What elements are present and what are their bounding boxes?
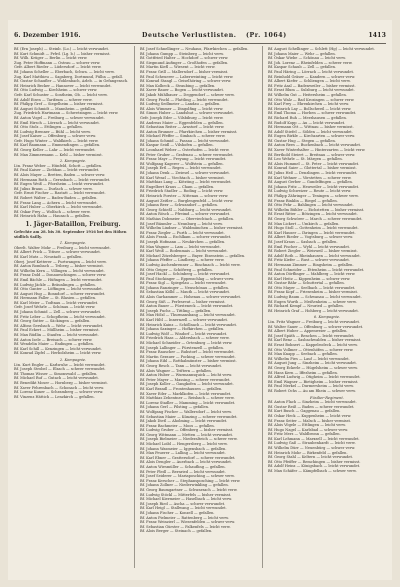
casualty-entry: Bf. Emil Thoma — Horben — schwer verwundet. [268, 111, 357, 116]
col1-subheading: 2. Kompagnie. [59, 159, 87, 164]
col1-list-c [14, 246, 132, 356]
casualty-entry: Bf. Franz Mayr — Freyung — leicht verwundet. [140, 157, 227, 162]
casualty-entry: Bf. Johann Gumpp — Steinberg — leicht verw. [140, 51, 224, 56]
casualty-entry: Bf. Michael Loibl — Hengersberg — leicht verw. [140, 442, 228, 447]
casualty-entry: Bf. Friedrich Stadler — Roding — leicht verw. [140, 189, 224, 194]
casualty-entry: Bf. Josef Hackl — Schönberg — leicht verwundet. [140, 272, 231, 277]
casualty-entry: Bf. Johann Schmid — Passau — leicht verwundet. [140, 138, 230, 143]
casualty-entry: Zug. Friedrich Hartmann — Schwetzingen — leicht verw. [14, 111, 119, 116]
casualty-entry: Bf. Paul Eckert — Müllheim — bisher vermisst. [14, 328, 100, 333]
casualty-entry: Bf. Martin Kiefl — Wiesent — leicht verw. [140, 65, 216, 70]
casualty-entry: Bf. Wilhelm Gut — Heitersheim — gefallen. [268, 92, 347, 97]
casualty-entry: Bf. Matthias Zehentner — Reisbach — schwer verw. [140, 396, 235, 401]
casualty-entry: Bf. Hermann Zimmer — Ringsheim — gefallen. [268, 262, 354, 267]
casualty-entry: Bf. Karl Hiltl — Innernzell — schwer verwundet. [140, 318, 229, 323]
casualty-entry: Bf. Karl Frey — Ehrenkirchen — leicht verw. [268, 102, 350, 107]
casualty-entry: Bf. Karl Huber — Oberkirch — leicht verwundet. [14, 205, 103, 210]
casualty-entry: Bf. Johann Beer — Schwandorf — gefallen. [140, 203, 218, 208]
casualty-entry: Bf. August Jung — Sinzheim — leicht verwundet. [268, 361, 357, 366]
casualty-entry: Bf. Max Lickert — Umkirch — gefallen. [268, 221, 340, 226]
casualty-entry: Bf. Richard Kempf — Neuried — gefallen. [268, 304, 344, 309]
casualty-entry: Bf. Fritz Kiefer — Rust — schwer verwundet. [268, 258, 350, 263]
casualty-entry: Bf. Friedrich Haas — Aldersbach — schwer verw. [140, 336, 230, 341]
casualty-entry: Bf. Alfons Gersbach — Wehr — leicht verwundet. [14, 323, 104, 328]
column-1 [14, 47, 132, 569]
casualty-entry: Bf. Josef Seiderer — Mariaposching — schwer verw. [140, 474, 235, 479]
casualty-entry: Bf. Wilhelm Fies — Lauf — leicht verwundet. [268, 356, 350, 361]
casualty-entry: Bf. Heinrich Lay — Bollschweil — leicht verw. [268, 106, 352, 111]
casualty-entry: Bf. Alois Berger — Steinach — gefallen. [140, 529, 213, 534]
casualty-entry: Bf. Kaspar Schaub — Zell — gefallen. [268, 65, 337, 70]
casualty-entry: Bf. Hermann Faller — St. Blasien — gefallen. [14, 296, 97, 301]
casualty-entry: Bf. Max Hölzl — Thurmansbang — leicht verwundet. [140, 313, 236, 318]
casualty-entry: Gefr. Ernst Fischer — Rastatt — leicht verwundet. [14, 191, 106, 196]
casualty-entry: Bf. Josef Kraus — Sasbach — gefallen. [268, 239, 338, 244]
casualty-entry: Bf. Karl Brandl — Frontenhausen — gefallen. [140, 386, 223, 391]
casualty-entry: Bf. Franz Rinklin — Riegel — gefallen. [268, 198, 338, 203]
col1-subheading-2: 1. Kompagnie. [59, 241, 87, 246]
casualty-entry: Bf. Martin Gerauer — Pocking — schwer verwundet. [140, 354, 236, 359]
casualty-entry: Bf. August Schellinger — Schlett (Hg) — leicht verwundet. [268, 47, 375, 51]
casualty-entry: Bf. Alois Dengler — Auerbach — leicht verwundet. [140, 460, 233, 465]
casualty-entry: Bf. Ludwig Sedlmeier — Landau — gefallen. [140, 102, 221, 107]
casualty-entry: Bf. Alois Wagner — Triftern — gefallen. [140, 368, 212, 373]
casualty-entry: Bf. Heinrich Hahn — Hausach — gefallen. [14, 214, 91, 219]
casualty-entry: Bf. Franz Bachmeier — Moos — gefallen. [140, 423, 215, 428]
casualty-entry: Bf. Wolfgang Fischer — Wallersdorf — leicht verw. [140, 409, 232, 414]
page-header [14, 30, 386, 42]
casualty-entry: Gefr. Albert Rieder — Lüdersdorf — leicht verw. [14, 65, 102, 70]
header-issue: (Pr. 1064) [246, 32, 287, 39]
casualty-entry: Bf. Hermann Ott — Wittnau — bisher vermisst. [268, 125, 354, 130]
casualty-entry: Bf. Mathias Dobmeier — Oberviechtach — gefallen. [140, 216, 235, 221]
col3-list [268, 47, 386, 313]
casualty-entry: Bf. Josef Bäumler — Neunburg — leicht verw. [140, 221, 223, 226]
casualty-entry: Bf. August Zeitler — Burglengenfeld — leicht verw. [140, 198, 234, 203]
col3-list-c [268, 400, 386, 474]
casualty-entry: Bf. Ludwig Baum — Schwanau — leicht verwundet. [268, 295, 362, 300]
casualty-entry: Bf. Otto Geiger — Schöfweg — gefallen. [140, 267, 213, 272]
casualty-entry: Bf. Joseph Lallinger — Fürstenzell — gefallen. [140, 345, 225, 350]
col1-list-b [14, 164, 132, 219]
casualty-entry: Bf. Gustav Schaufler — Wohlenbach, Arleb. — in Gefangensch. [14, 79, 129, 84]
casualty-entry: Bf. Eugen Birkle — Kirchzarten — schwer verw. [268, 134, 356, 139]
casualty-entry: Bf. Hugo Stoll — Gottenheim — leicht verwundet. [268, 226, 359, 231]
casualty-entry: Bf. Anton Wiesmüller — Schaufling — gefallen. [140, 465, 226, 470]
casualty-entry: Bf. Johann Eibl — Rotthalmünster — bisher vermisst. [140, 359, 237, 364]
casualty-entry: Bf. Alfred Ludwig — Ötigheim — leicht verwundet. [268, 375, 361, 380]
casualty-entry: Bf. Georg Baumgartner — Schwarzach — leicht verw. [140, 488, 238, 492]
casualty-entry: Bf. Simon Huber — Landshut — schwer verwundet. [140, 111, 235, 116]
casualty-entry: Bf. Johann Maier — Wehr — gefallen. [268, 51, 336, 56]
casualty-entry: Bf. Max Wagner — Lam — leicht verwundet. [140, 244, 221, 249]
casualty-entry: Bf. Peter Gruber — Grafenau — schwer verwundet. [140, 152, 234, 157]
casualty-entry: Bf. Otto Ludwig — Kirchheim — schwer verw. [14, 88, 98, 93]
casualty-entry: Bf. Wendelin Maier — Endingen — gefallen. [14, 342, 94, 347]
casualty-entry: Bf. Gustav Bähr — Schuttertal — gefallen. [268, 281, 345, 286]
casualty-entry: Bf. Anton Rombach — Triberg — bisher vermisst. [14, 264, 104, 269]
casualty-entry: Bf. Otto Mayer — Seelbach — leicht verwundet. [268, 285, 356, 290]
casualty-entry: Gefr. Josef Wehrle — Schönau — leicht verw. [14, 305, 96, 310]
casualty-entry: Bf. Eugen Wurth — Meißenheim — schwer verw. [268, 299, 357, 304]
casualty-entry: Bf. Michael Schneider — Ortenburg — leicht verw. [140, 341, 233, 345]
casualty-entry: Bf. Georg Sutter — Säckingen — gefallen. [14, 319, 91, 324]
casualty-entry: Bf. Johann Ranzinger — Neuschönau — gefallen. [140, 285, 229, 290]
casualty-entry: Bf. Konrad Saier — Glottertal — bisher vermisst. [268, 166, 357, 171]
column-divider-1 [134, 46, 135, 568]
casualty-entry: Bf. Max Knapp — Seebach — gefallen. [268, 352, 338, 357]
casualty-entry: Bf. Franz Kopf — Friesenheim — bisher vermisst. [268, 290, 359, 295]
casualty-entry: Bf. Karl Wenzl — Viechtach — bisher vermisst. [140, 175, 225, 180]
header-page-number: 1413 [368, 32, 386, 39]
casualty-entry: Bf. Ludwig Wolf — Windorf — leicht verwundet. [140, 331, 228, 336]
casualty-entry: Bf. Otto Walz — Bad Krozingen — schwer verw. [268, 97, 355, 102]
casualty-entry: Bf. Wolfgang Kagerer — Wolfstein — gefallen. [140, 161, 224, 166]
casualty-entry: Bf. Vinzenz Hättich — Lenzkirch — gefallen. [14, 394, 95, 399]
casualty-entry: Gefr. Joseph Eder — Vilsbiburg — leicht verw. [140, 115, 224, 120]
casualty-entry: Bf. Walter Sauer — Offenburg — schwer verwundet. [268, 324, 364, 329]
casualty-entry: Bf. Michael Kiermeier — Haselbach — leicht verw. [140, 497, 232, 502]
casualty-entry: Bf. Karl Heigl — Stallwang — leicht verwundet. [140, 506, 227, 511]
casualty-entry: Bf. Karl Mutz — Neustadt — gefallen. [14, 254, 83, 259]
casualty-entry: Bf. Konrad Zipfel — Herbolzheim — leicht verw. [14, 351, 102, 356]
header-publication: Deutsche Verlustlisten. [142, 32, 237, 39]
casualty-entry: Bf. Alois Frank — Eschlkam — schwer verwundet. [140, 235, 232, 240]
casualty-entry: Bf. Fritz Merz — Waldbronn — gefallen. [268, 432, 341, 437]
casualty-entry: Bf. Reinhold Gräser — Kandern — schwer verw. [268, 74, 356, 79]
casualty-entry: Bf. Gustav Hug — Stegen — gefallen. [268, 138, 336, 143]
casualty-entry: Gefr. Hugo Winter — Waldkirch — leicht verw. [14, 138, 99, 143]
casualty-entry: Bf. Alois Vögele — Ettlingen — leicht verw. [268, 423, 346, 428]
casualty-entry: Bf. Emil Hirsch — Lörrach — leicht verwundet. [14, 120, 100, 125]
casualty-entry: Bf. Wilhelm Dürr — Neuenbürg — schwer verw. [268, 446, 356, 451]
casualty-entry: Bf. Johann Fischer — Konzell — gefallen. [140, 510, 215, 515]
casualty-entry: Bf. Georg Fischl — Plattling — leicht verwundet. [140, 97, 229, 102]
casualty-entry: Bf. Georg Schießl — Nabburg — leicht verwundet. [140, 207, 232, 212]
casualty-entry: Bf. Richard Ruh — Merzhausen — gefallen. [268, 115, 347, 120]
casualty-entry: Oberj. Josef Ketterer — Furtwangen — leicht verw. [14, 259, 107, 264]
casualty-entry: Ltn. Fritz Wagner — Freiburg — leicht verwundet. [268, 320, 361, 325]
casualty-entry: Bf. Gottfried Halter — Hochdorf — schwer verw. [140, 56, 229, 61]
casualty-entry: Bf. Xaver Winterhalter — Hinterzarten — leicht verw. [268, 148, 366, 153]
casualty-entry: Bf. Philipp Gref — Siegelheim — bisher vermisst. [14, 102, 104, 107]
casualty-entry: Bf. Ernst Blum — Sulzburg — leicht verwundet. [268, 88, 355, 93]
casualty-entry: Bf. Robert Ziegler — Weisweil — bisher vermisst. [268, 249, 358, 254]
casualty-entry: Bf. Hans Kern — Iffezheim — gefallen. [268, 370, 338, 375]
casualty-entry: Bf. Michael Pfeffer — Simbach — schwer verw. [140, 134, 226, 139]
col1-list-d [14, 363, 132, 400]
casualty-entry: Bf. Emil Bächle — Hüfingen — leicht verwundet. [14, 277, 103, 282]
casualty-entry: Bf. Robert Ochs — Au am Rhein — schwer verw. [268, 388, 356, 393]
casualty-entry: Bf. Max Rüdlin — Staufen — leicht verwundet. [14, 333, 99, 338]
casualty-entry: Bf. August Gerber — Gundelfingen — gefallen. [268, 180, 354, 185]
casualty-entry: Bf. Johann Pfeffer — Lindberg — schwer verw. [140, 258, 225, 263]
header-rule [14, 43, 386, 44]
casualty-entry: Bf. Michael Ruf — Gutach — leicht verwundet. [14, 376, 99, 381]
casualty-entry: Bf. Franz Seiter — Malsch — bisher vermisst. [268, 418, 352, 423]
casualty-entry: Bf. Joseph Strobel — Elzach — schwer verwundet. [14, 367, 106, 372]
casualty-entry: Bf. Matthias Lang — Kötzting — leicht verwundet. [140, 180, 232, 185]
casualty-entry: Bf. Max Kolbeck — Straubing — gefallen. [140, 83, 216, 88]
casualty-entry: Bf. Paul Schneider — Ettenheim — leicht verwundet. [268, 267, 365, 272]
casualty-entry: Bf. Max Zimmermann — Kehl — bisher vermisst. [14, 152, 103, 157]
casualty-entry: Bf. Franz Sigl — Spiegelau — leicht verwundet. [140, 281, 227, 286]
casualty-entry: Bf. Robert Walter — Baden-Baden — gefallen. [14, 196, 98, 200]
casualty-entry: Bf. Ludwig Stöckl — Mitterfels — bisher vermisst. [140, 492, 232, 497]
column-3 [268, 47, 386, 569]
casualty-entry: Bf. Franz Grill — Mallersdorf — bisher vermisst. [140, 69, 229, 74]
casualty-entry: Bf. Otto Pfeiffer — Remchingen — bisher vermisst. [268, 459, 361, 464]
casualty-entry: Bf. Emil Wagner — Bietigheim — bisher vermisst. [268, 379, 359, 384]
casualty-entry: Bf. Georg Wittmann — Metten — leicht verwundet. [140, 432, 234, 437]
casualty-entry: Bf. Franz Lang — Achern — leicht verwundet. [14, 200, 98, 205]
casualty-entry: Bf. Georg Süß — Perlesreut — bisher vermisst. [140, 299, 226, 304]
casualty-entry: Bf. Paul Scheuerer — Laberweinting — leicht verw. [140, 74, 234, 79]
casualty-entry: Bf. August Hug — Bonndorf — schwer verwundet. [14, 291, 106, 296]
casualty-entry: Bf. Sebastian Maier — Künzing — schwer verwundet. [140, 414, 238, 419]
col3-subheading: 6. Kompagnie. [313, 315, 341, 320]
casualty-entry: Bf. Anton Flach — Sinzheim — leicht verwundet. [268, 400, 357, 405]
casualty-entry: Bf. Johann Zollner — Niederwinkling — gefallen. [140, 483, 229, 488]
casualty-entry: Bf. Oskar Wiebe — Schönau — leicht verw. [268, 56, 346, 61]
casualty-entry: Bf. Johann Fritz — Heuweiler — leicht verwundet. [268, 184, 360, 189]
casualty-entry: Bf. Hermann Roth — Gernsbach — leicht verwundet. [14, 177, 111, 182]
casualty-entry: Bf. Albert Frick — Titisee — schwer verwundet. [14, 250, 101, 255]
casualty-entry: Zug. Peter Hoffmann — Ostrau — schwer verw. [14, 60, 101, 65]
casualty-entry: Bf. Wilhelm Kern — Villingen — leicht verwundet. [14, 268, 105, 273]
casualty-entry: Bf. Jakob Dietl — Aholming — leicht verwundet. [140, 419, 228, 424]
casualty-entry: Bf. Konrad Stangl — Geiselhöring — schwer verw. [140, 79, 232, 84]
casualty-entry: Bf. Lorenz Kuner — Schramberg — schwer verw. [14, 390, 104, 395]
casualty-entry: Bf. Heinrich Graf — Hohberg — leicht verwundet. [268, 308, 359, 313]
column-divider-2 [262, 46, 263, 568]
casualty-entry: Bf. Otto Stolz — Ettlingen — gefallen. [14, 125, 83, 130]
casualty-entry: Bf. Karl Lehmann — Marxzell — leicht verwundet. [268, 436, 360, 441]
casualty-entry: Bf. Joseph Hofmann — Neukirchen — gefallen. [140, 239, 226, 244]
casualty-entry: Ltn. Kurt Engler — Karlsruhe — leicht verwundet. [14, 362, 106, 367]
casualty-entry: Bf. Wilh. Krüger — Berlin — leicht verw. [14, 56, 88, 61]
casualty-entry: Bf. Johann Scheller — Eberbach, Schwa. — leicht verw. [14, 69, 115, 74]
casualty-entry: Bf. Oskar Heck — Kuppenheim — leicht verw. [268, 413, 352, 418]
casualty-entry: Bf. Kurt Busch — Gaggenau — gefallen. [268, 409, 341, 414]
casualty-entry: Bf. Joseph Ertl — Regen — leicht verwundet. [140, 166, 222, 171]
casualty-entry: Bf. Xaver Bauer — Bogen — leicht verwundet. [140, 88, 225, 93]
casualty-entry: Bf. Julius Braun — Durlach — schwer verw. [14, 186, 93, 191]
casualty-entry: Bf. Leo Wehrle — St. Märgen — gefallen. [268, 157, 343, 162]
casualty-entry: Bf. Peter Pledl — Bernried — leicht verwundet. [140, 469, 226, 474]
casualty-entry: Bf. Max Feuerer — Lalling — leicht verwundet. [140, 451, 226, 456]
casualty-entry: Bf. Sebastian Reiter — Arnstorf — leicht verw. [140, 125, 225, 130]
casualty-entry: Bf. Karl Hauser — Ihringen — leicht verwundet. [268, 230, 356, 235]
casualty-entry: Oberlt. Walter Mohr — Freiburg — leicht verwundet. [14, 245, 111, 250]
casualty-entry: Bf. Kaspar Seidl — Vilshofen — gefallen. [140, 143, 214, 148]
casualty-entry: Bf. Ludwig Gaß — Straubenhardt — leicht verw. [268, 441, 356, 446]
casualty-entry: Bf. Gustav Reiß — Baden — schwer verwundet. [268, 404, 355, 409]
casualty-entry: Bf. Anton Brunner — Pfarrkirchen — bisher vermisst. [140, 129, 238, 134]
casualty-entry: Bf. Joseph Ried — Ascha — schwer verwundet. [140, 501, 226, 506]
casualty-entry: Bf. Ludwig Aschenbrenner — Rinchnach — leicht verw. [140, 262, 241, 267]
casualty-entry: Bf. Joseph Fuchs — Tittling — gefallen. [140, 308, 212, 313]
casualty-entry: Bf. Fritz Asal — Badenweiler — bisher vermisst. [268, 83, 356, 88]
casualty-entry: Bf. Karl Weiß — Bodenmais — leicht verwundet. [140, 249, 228, 254]
casualty-entry: Bf. (Ern Joseph) — Steinb. (Lo.) — leicht verwundet. [14, 47, 110, 51]
casualty-entry: Bf. Alois Garhammer — Hohenau — schwer verwundet. [140, 295, 242, 300]
casualty-entry: Bf. Siegmund Aufinger — Großhofen — gefallen. [140, 60, 229, 65]
casualty-entry: Bf. Emil Fischer — Wyhl — leicht verwundet. [268, 244, 351, 249]
casualty-entry: Bf. Joh. Lorenz — Rheinfelden — schwer verw. [268, 60, 353, 65]
col3-subheading-2: Füsilier-Regiment. [310, 395, 344, 400]
casualty-entry: Bf. Philipp Zähringer — Teningen — schwer verw. [268, 194, 359, 198]
casualty-entry: Bf. Engelbert Kraus — Cham — gefallen. [140, 184, 215, 189]
casualty-entry: Bf. Karl Heitz — Kippenheim — schwer verw. [268, 276, 351, 281]
casualty-entry: Bf. Alois Mayer — Bretten, Baden — schwer verw. [14, 173, 106, 178]
casualty-entry: Bf. Georg Keller — Lahr — leicht verwundet. [14, 148, 96, 153]
header-date: 6. Dezember 1916. [14, 32, 81, 39]
casualty-entry: Bf. Anton Dörflinger — Mahlberg — leicht verw. [268, 272, 356, 277]
casualty-entry: Bf. Karl Meier — Todtnau — leicht verwundet. [14, 300, 99, 305]
casualty-entry: Bf. Joseph Bielmeier — Niederalteich — schwer verw. [140, 437, 238, 442]
casualty-entry: Bf. Xaver Eder — Marklkofen — leicht verwundet. [140, 391, 232, 396]
casualty-entry: Bf. Johann Saxinger — Hofkirchen — gefallen. [140, 327, 225, 332]
casualty-entry: Bf. August Schmidt — Mannheim — gefallen. [14, 106, 97, 111]
casualty-entry: Bf. Kurt Schmidt — Prfrd. (Lg. b.) — bisher vermisst. [14, 51, 111, 56]
casualty-entry: Bf. Johann Wasmeier — Iggensbach — gefallen. [140, 446, 227, 451]
casualty-entry: Bf. Georg Eckerle — Hügelsheim — schwer verw. [268, 365, 358, 370]
casualty-entry: Bf. Sebastian Gürster — Falkenfels — leicht verw. [140, 524, 231, 529]
casualty-entry: Zug. Karl Matthieu — Sagaberg, Dortmund, Fülba — gefall. [14, 74, 123, 79]
casualty-entry: Bf. Johann Denk — Zwiesel — schwer verwundet. [140, 171, 231, 176]
col1-subheading-3: 2. Kompagnie. [59, 358, 87, 362]
casualty-entry: Bf. Ludwig Jäckle — Bräunlingen — gefallen. [14, 282, 96, 287]
casualty-entry: Gefr. Karl Schuster — Sontheim, Ob. — leicht verw. [14, 92, 108, 97]
casualty-entry: Bf. Josef Kaiser — Offenburg — schwer verw. [14, 134, 97, 139]
casualty-entry: Bf. Benedikt Moser — Hornberg — bisher vermisst. [14, 380, 108, 385]
casualty-entry: Ltn. Franz Weber — Hünfeld, Schott — gefallen. [14, 163, 103, 168]
casualty-entry: Bf. Paul Häring — Lörrach — leicht verwundet. [268, 69, 355, 74]
casualty-entry: Bf. Julius Heß — Denzlingen — leicht verwundet. [268, 171, 358, 176]
casualty-entry: Bf. Karl Schill — Kenzingen — leicht verwundet. [14, 346, 103, 351]
casualty-entry: Bf. Georg Stahl — Keltern — leicht verwundet. [268, 455, 354, 460]
casualty-entry: Bf. Adolf Roth — Rheinhausen — leicht verwundet. [268, 253, 361, 258]
casualty-entry: Bf. Anton Isele — Breisach — schwer verw. [14, 337, 93, 342]
casualty-entry: Bf. Adolf Stiefel — Sölden — leicht verwundet. [268, 129, 353, 134]
casualty-entry: Bf. Ernst Bohnert — Kappelrodeck — leicht verw. [268, 343, 358, 347]
casualty-entry: Bf. Ludwig Schweizer — Reute — leicht verw. [268, 189, 352, 194]
casualty-entry: Bf. Anton Pielmeier — Rattenberg — leicht verw. [140, 515, 229, 520]
casualty-entry: Bf. Max Schäfer — Kämpfelbach — schwer verw. [268, 469, 357, 474]
casualty-entry: Bf. Xaver Fehrenbach — Schonach — leicht verw. [14, 385, 105, 390]
casualty-entry: Bf. Paul Stockinger — Eppenschlag — schwer verw. [140, 276, 235, 281]
casualty-entry: Bf. Rudolf Kopp — Au — leicht verwundet. [268, 120, 346, 125]
casualty-entry: Bf. Georg Schwörer — March — schwer verwundet. [268, 216, 363, 221]
casualty-entry: Bf. Ludwig Gruber — Offenberg — bisher vermisst. [140, 428, 234, 433]
casualty-entry: Bf. Alois Wimmer — Dingolfing — leicht verw. [140, 106, 224, 111]
casualty-entry: Bf. Anton Rösch — Pfreimd — schwer verwundet. [140, 212, 231, 217]
casualty-entry: Bf. Thomas Wisser — Simonswald — gefallen. [14, 371, 98, 376]
casualty-entry: Bf. Otto Fehr — Bahlingen — leicht verwundet. [268, 203, 354, 208]
casualty-entry: Bf. Sebastian Kölbl — Mauth — leicht verwundet. [140, 290, 231, 295]
casualty-entry: Bf. Peter Mayer — Massing — schwer verwundet. [140, 377, 231, 382]
casualty-entry: Bf. Franz Kerscher — Stephansposching — leicht verw. [140, 478, 241, 483]
casualty-entry: Bf. Alois Hummel — St. Peter — leicht verwundet. [268, 161, 360, 166]
casualty-entry: Bf. Karl Ebner — Grattersdorf — schwer verwundet. [140, 455, 236, 460]
casualty-entry: Bf. Otto Vollmer — Ottenhöfen — schwer verw. [268, 347, 354, 352]
column-2 [140, 47, 258, 569]
casualty-entry: Bf. Wilhelm Bühler — Eichstetten — bisher vermisst. [268, 207, 365, 212]
casualty-entry: Bf. Franz Rauscher — Ruhstorf — leicht verwundet. [140, 350, 235, 355]
casualty-entry: Bf. Ernst Ritter — Bötzingen — leicht verwundet. [268, 212, 358, 217]
casualty-entry: Bf. Andreas Maier — Eggenfelden — gefallen. [140, 120, 224, 125]
casualty-entry: Bf. Lorenz Stadler — Mamming — leicht verwundet. [140, 400, 236, 405]
casualty-entry: Bf. Michael Zitzelsberger — Bayer. Eisenstein — gefallen. [140, 253, 246, 258]
section-intro: Gefechte am 28. bis 30. September 1916 bei den Höhen südlich Sailly. [14, 229, 127, 239]
casualty-entry: Bf. Anton Vogel — Freiburg — schwer verwundet. [14, 115, 105, 120]
section-title: 1. Jäger-Bataillon, Freiburg. [25, 220, 121, 228]
casualty-entry: Bf. Heinrich Becker — Hannover — leicht verwundet. [14, 83, 112, 88]
casualty-entry: Bf. Oskar Frey — Wolfach — schwer verw. [14, 209, 91, 214]
casualty-entry: Bf. Heinrich Kainz — Schöllnach — leicht verwundet. [140, 322, 238, 327]
col2-list [140, 47, 258, 534]
casualty-entry: Bf. Anton Rees — Buchenbach — leicht verwundet. [268, 143, 362, 148]
casualty-entry: Bf. Hugo Nagel — Karlsbad — schwer verw. [268, 427, 348, 432]
casualty-entry: Bf. Franz Dold — Donaueschingen — schwer verw. [14, 273, 107, 278]
casualty-entry: Bf. Albert Huber — Appenweier — gefallen. [268, 329, 348, 334]
casualty-entry: Bf. Josef Späth — Renchen — leicht verwundet. [268, 333, 355, 338]
casualty-entry: Bf. Franz Weinzierl — Wiesenfelden — schwer verw. [140, 520, 236, 525]
casualty-entry: Bf. Karl Baumann — Emmendingen — gefallen. [14, 143, 101, 148]
casualty-entry: Bf. Karl Benz — Sasbachwalden — bisher vermisst. [268, 338, 362, 343]
casualty-entry: Bf. Franz Ziegler — Furth — leicht verwundet. [140, 230, 225, 235]
casualty-entry: Bf. Adolf Eisen — Tarifzum — schwer verw. [14, 97, 93, 102]
casualty-entry: Bf. Ludwig Brenner — Bühl — leicht verw. [14, 129, 91, 134]
col1-list [14, 47, 132, 157]
casualty-entry: Bf. Johann Gerl — Pilsting — gefallen. [140, 405, 210, 410]
casualty-entry: Bf. Albert Kiefer — Schliengen — leicht verw. [268, 79, 351, 84]
casualty-entry: Bf. Johann Schmid — Zell — schwer verwundet. [14, 310, 102, 315]
casualty-entry: Bf. Georg Resch — Tann — leicht verwundet. [140, 363, 223, 368]
casualty-entry: Bf. Eugen Weiß — Pforzheim — leicht verwundet. [14, 182, 105, 187]
casualty-entry: Bf. Adolf Heinz — Königsbach — leicht verwundet. [268, 464, 361, 469]
casualty-entry: Bf. Fritz Leber — Schopfheim — leicht verwundet. [14, 314, 106, 319]
casualty-entry: Bf. Karl Wehner — Vörstetten — schwer verw. [268, 175, 352, 180]
casualty-entry: Bf. Paul Merkel — Durmersheim — leicht verw. [268, 384, 354, 389]
casualty-entry: Bf. Paul Kaiser — Ziebhan — leicht verwundet. [14, 168, 100, 173]
casualty-entry: Bf. Wilhelm Lindner — Waldmünchen — bisher vermisst. [140, 226, 244, 231]
casualty-entry: Bf. Anton Bauer — Fürsteneck — leicht verwundet. [140, 304, 234, 309]
casualty-entry: Bf. Heinrich Mohr — Birkenfeld — gefallen. [268, 450, 348, 455]
casualty-entry: Bf. Berthold Steiert — Breitnau — schwer verw. [268, 152, 356, 157]
casualty-entry: Bf. Otto Ganter — Löffingen — leicht verwundet. [14, 287, 103, 292]
casualty-entry: Bf. Josef Schnellinger — Neuhaus, Pfarrkirchen — gefallen. [140, 47, 249, 51]
casualty-entry: Bf. Heinrich Forster — Nittenau — schwer verw. [140, 194, 229, 198]
casualty-entry: Bf. Jakob Mühlbauer — Deggendorf — schwer verw. [140, 92, 235, 97]
casualty-entry: Bf. Albert Rieder — Vogtsburg — schwer verw. [268, 235, 354, 240]
casualty-entry: Bf. Leonhard Weber — Osterhofen — leicht verw. [140, 148, 230, 153]
casualty-entry: Bf. Joseph Koller — Gangkofen — leicht verwundet. [140, 382, 234, 387]
casualty-entry: Bf. Anton Huber — Wurmannsquick — leicht verw. [140, 373, 233, 378]
col3-list-b [268, 320, 386, 394]
